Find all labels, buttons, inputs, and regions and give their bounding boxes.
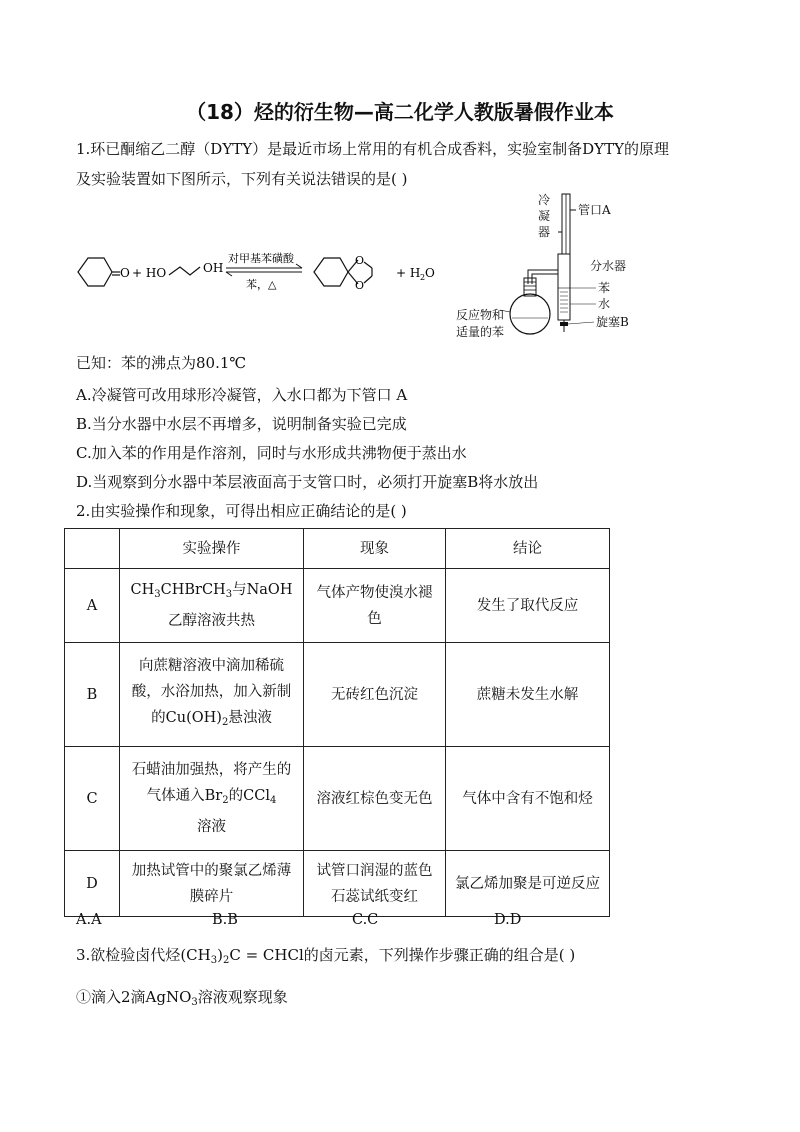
row-label: B bbox=[65, 643, 120, 747]
header-empty bbox=[65, 529, 120, 569]
row-phenomenon: 气体产物使溴水褪色 bbox=[304, 569, 446, 643]
header-conclusion: 结论 bbox=[446, 529, 610, 569]
table-row bbox=[65, 851, 610, 917]
row-operation: 加热试管中的聚氯乙烯薄膜碎片 bbox=[120, 851, 304, 917]
header-operation: 实验操作 bbox=[120, 529, 304, 569]
row-phenomenon: 溶液红棕色变无色 bbox=[304, 747, 446, 851]
svg-text:管口A: 管口A bbox=[578, 203, 611, 217]
table-header-row bbox=[65, 529, 610, 569]
row-label: D bbox=[65, 851, 120, 917]
page-title: （18）烃的衍生物—高二化学人教版暑假作业本 bbox=[186, 100, 614, 124]
row-conclusion: 蔗糖未发生水解 bbox=[446, 643, 610, 747]
plus-ho: + HO bbox=[132, 266, 167, 280]
row-operation: 向蔗糖溶液中滴加稀硫酸，水浴加热，加入新制的$Cu(OH)_2$悬浊液 bbox=[120, 643, 304, 747]
row-label: A bbox=[65, 569, 120, 643]
q2-choice-c: C.C bbox=[352, 912, 379, 928]
oh-group: OH bbox=[203, 261, 224, 275]
row-phenomenon: 试管口润湿的蓝色石蕊试纸变红 bbox=[304, 851, 446, 917]
q2-choice-a: A.A bbox=[76, 912, 102, 928]
svg-text:分水器: 分水器 bbox=[590, 259, 627, 273]
svg-text:凝: 凝 bbox=[538, 209, 551, 223]
svg-text:2: 2 bbox=[420, 273, 426, 282]
svg-text:苯: 苯 bbox=[598, 281, 611, 295]
svg-text:O: O bbox=[355, 279, 365, 292]
apparatus-diagram bbox=[450, 192, 680, 342]
row-operation: $CH_3CHBrCH_3$与NaOH 乙醇溶液共热 bbox=[120, 569, 304, 643]
svg-text:器: 器 bbox=[538, 225, 551, 239]
q1-option-a: A.冷凝管可改用球形冷凝管，入水口都为下管口 A bbox=[76, 386, 408, 404]
table-row bbox=[65, 643, 610, 747]
svg-text:O: O bbox=[425, 266, 435, 280]
row-conclusion: 氯乙烯加聚是可逆反应 bbox=[446, 851, 610, 917]
q2-choice-b: B.B bbox=[212, 912, 238, 928]
q2-table bbox=[64, 528, 610, 917]
row-phenomenon: 无砖红色沉淀 bbox=[304, 643, 446, 747]
table-row bbox=[65, 747, 610, 851]
q3-stem: 3.欲检验卤代烃$(CH_3)_2C$ = CHCl的卤元素，下列操作步骤正确的组合是( ) bbox=[76, 946, 576, 966]
q2-choice-d: D.D bbox=[494, 912, 522, 928]
reagent-top: 对甲基苯磺酸 bbox=[228, 252, 294, 265]
reagent-bottom: 苯，△ bbox=[246, 278, 277, 291]
q3-step-1: ①滴入2滴AgNO$_3$溶液观察现象 bbox=[76, 988, 288, 1008]
svg-text:水: 水 bbox=[598, 297, 611, 311]
q1-option-b: B.当分水器中水层不再增多，说明制备实验已完成 bbox=[76, 415, 407, 433]
header-phenomenon: 现象 bbox=[304, 529, 446, 569]
q1-known: 已知：苯的沸点为80.1℃ bbox=[76, 354, 247, 372]
svg-text:旋塞B: 旋塞B bbox=[596, 315, 629, 329]
q1-stem-line2: 及实验装置如下图所示，下列有关说法错误的是( ) bbox=[76, 170, 408, 188]
svg-text:O: O bbox=[355, 254, 365, 267]
q2-stem: 2.由实验操作和现象，可得出相应正确结论的是( ) bbox=[76, 502, 407, 520]
plus-water: + H bbox=[396, 266, 421, 280]
ketone-o: O bbox=[120, 266, 130, 280]
q1-stem-line1: 1.环已酮缩乙二醇（DYTY）是最近市场上常用的有机合成香料，实验室制备DYTY的原理 bbox=[76, 140, 669, 158]
svg-text:反应物和: 反应物和 bbox=[456, 308, 505, 322]
row-conclusion: 发生了取代反应 bbox=[446, 569, 610, 643]
q1-option-c: C.加入苯的作用是作溶剂，同时与水形成共沸物便于蒸出水 bbox=[76, 444, 467, 462]
table-row bbox=[65, 569, 610, 643]
row-label: C bbox=[65, 747, 120, 851]
svg-text:冷: 冷 bbox=[538, 193, 551, 207]
reaction-scheme bbox=[70, 240, 450, 310]
row-operation: 石蜡油加强热，将产生的气体通入$Br_2$的CCl$_4$ 溶液 bbox=[120, 747, 304, 851]
row-conclusion: 气体中含有不饱和烃 bbox=[446, 747, 610, 851]
svg-text:适量的苯: 适量的苯 bbox=[456, 325, 505, 339]
cyclohexane-ring bbox=[78, 258, 112, 286]
q1-option-d: D.当观察到分水器中苯层液面高于支管口时，必须打开旋塞B将水放出 bbox=[76, 473, 539, 491]
